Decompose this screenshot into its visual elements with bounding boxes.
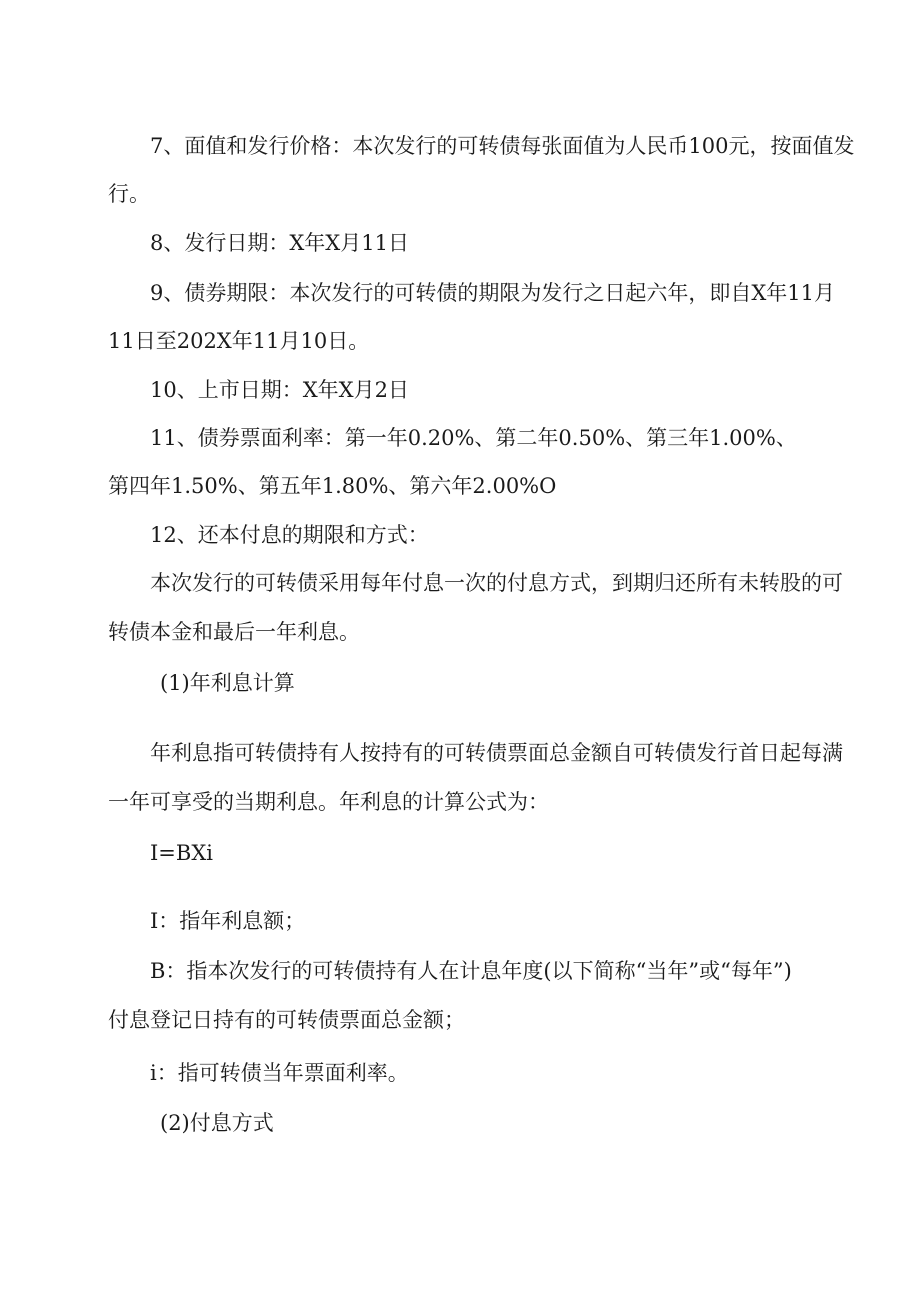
definition-b-line2: 付息登记日持有的可转债票面总金额； (108, 1008, 465, 1032)
item-9-term-line1: 9、债券期限：本次发行的可转债的期限为发行之日起六年，即自X年11月 (150, 281, 836, 305)
subheading-payment-method: (2)付息方式 (160, 1111, 274, 1135)
item-12-repayment-heading: 12、还本付息的期限和方式： (150, 523, 429, 547)
item-7-face-value-line1: 7、面值和发行价格：本次发行的可转债每张面值为人民币100元，按面值发 (150, 134, 855, 158)
annual-interest-paragraph-line2: 一年可享受的当期利息。年利息的计算公式为： (108, 790, 549, 814)
item-8-issue-date: 8、发行日期：X年X月11日 (150, 231, 409, 255)
definition-i-upper: I：指年利息额； (150, 909, 306, 933)
item-7-face-value-line2: 行。 (108, 182, 150, 206)
repayment-paragraph-line1: 本次发行的可转债采用每年付息一次的付息方式，到期归还所有未转股的可 (150, 571, 843, 595)
item-11-coupon-rate-line1: 11、债券票面利率：第一年0.20%、第二年0.50%、第三年1.00%、 (150, 426, 797, 450)
definition-i-lower: i：指可转债当年票面利率。 (150, 1061, 409, 1085)
subheading-annual-interest: (1)年利息计算 (160, 671, 295, 695)
interest-formula: I=BXi (150, 841, 213, 865)
item-10-listing-date: 10、上市日期：X年X月2日 (150, 378, 409, 402)
annual-interest-paragraph-line1: 年利息指可转债持有人按持有的可转债票面总金额自可转债发行首日起每满 (150, 741, 843, 765)
repayment-paragraph-line2: 转债本金和最后一年利息。 (108, 620, 360, 644)
definition-b-line1: B：指本次发行的可转债持有人在计息年度(以下简称“当年”或“每年”) (150, 959, 792, 983)
item-9-term-line2: 11日至202X年11月10日。 (108, 329, 370, 353)
item-11-coupon-rate-line2: 第四年1.50%、第五年1.80%、第六年2.00%O (108, 474, 557, 498)
